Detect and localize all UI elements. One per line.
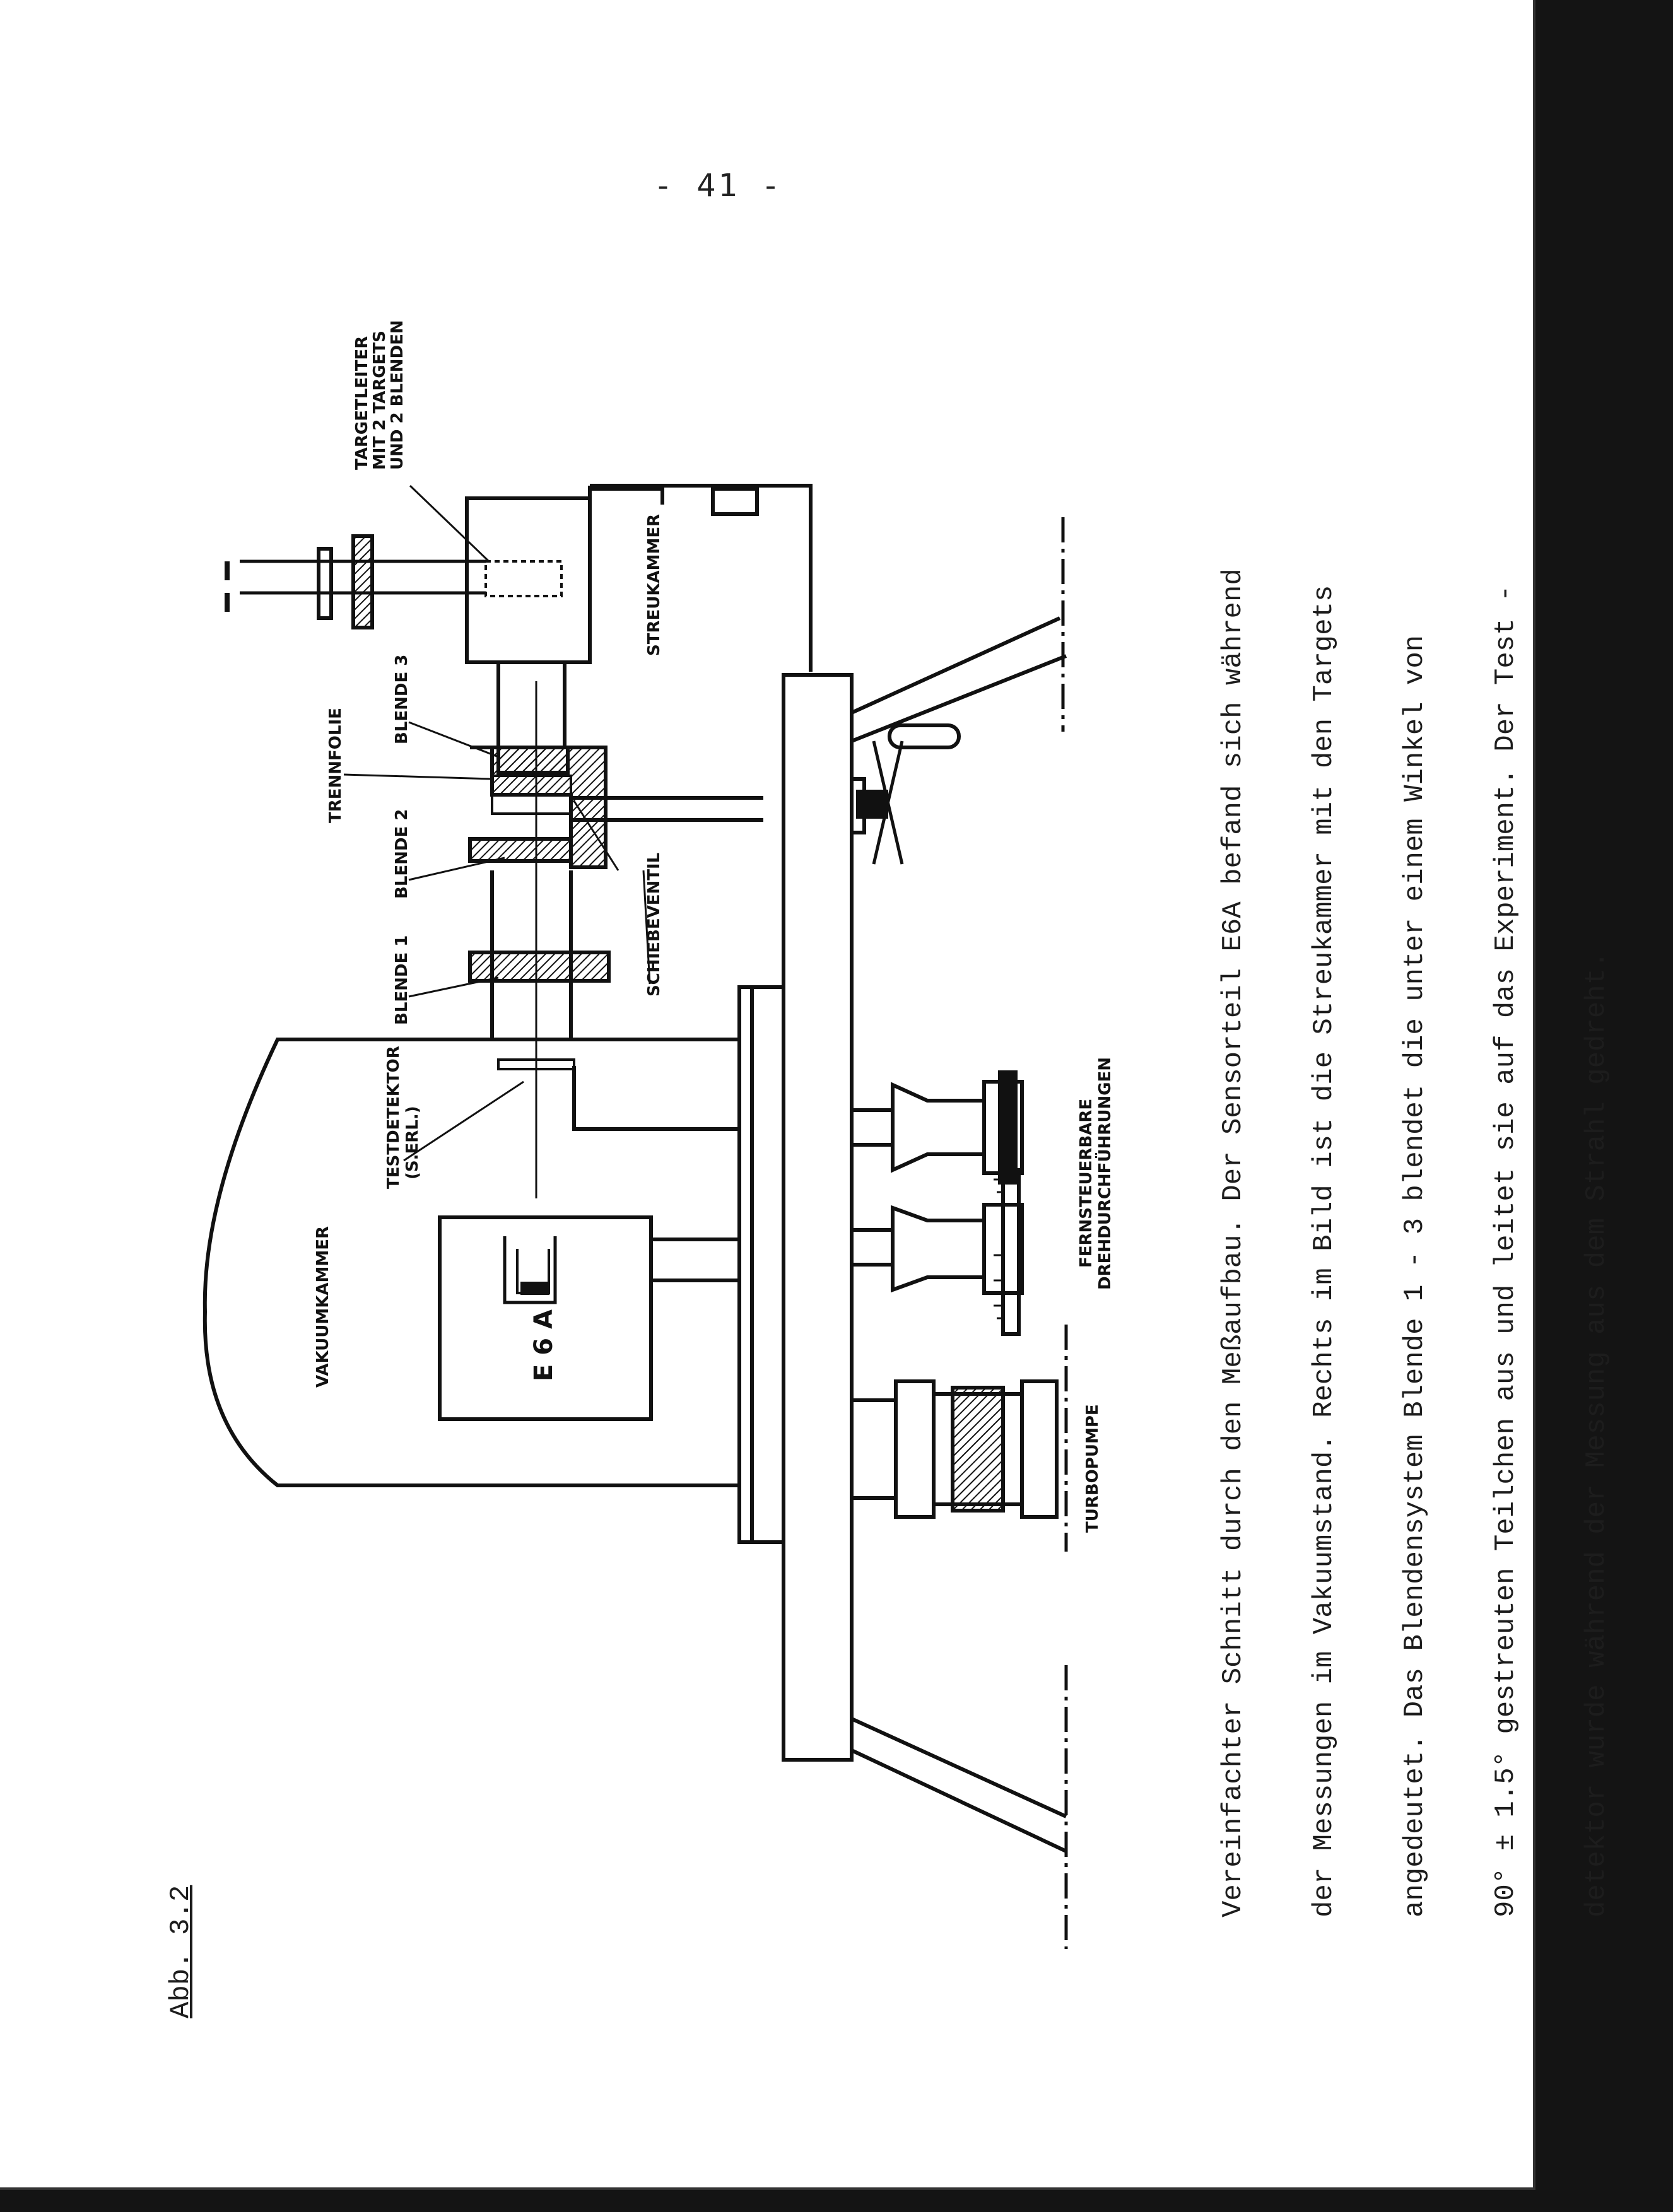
figure-caption [1158, 88, 1612, 1917]
label-targetleiter-1: TARGETLEITER [353, 336, 372, 470]
label-targetleiter-3: UND 2 BLENDEN [388, 320, 407, 470]
caption-text [1158, 568, 1672, 1917]
label-fernsteuer-2: DREHDURCHFÜHRUNGEN [1096, 1056, 1115, 1290]
label-e6a: E 6 A [529, 1309, 558, 1381]
label-blende3: BLENDE 3 [392, 654, 411, 744]
caption-line: Vereinfachter Schnitt durch den Meßaufbau. Der Sensorteil E6A befand sich während [1218, 568, 1249, 1917]
label-testdetektor-1: TESTDETEKTOR [384, 1046, 403, 1189]
label-schiebeventil: SCHIEBEVENTIL [645, 852, 664, 997]
label-fernsteuer-1: FERNSTEUERBARE [1077, 1098, 1096, 1268]
caption-line: 90° ± 1.5° gestreuten Teilchen aus und leitet sie auf das Experiment. Der Test - [1490, 585, 1522, 1917]
flange-plate [739, 987, 784, 1542]
label-turbopumpe: TURBOPUMPE [1083, 1404, 1102, 1533]
label-targetleiter-2: MIT 2 TARGETS [370, 331, 389, 470]
label-testdetektor-2: (S.ERL.) [403, 1106, 422, 1179]
figure-label: Abb. 3.2 [165, 1885, 197, 2018]
blende-1 [470, 952, 609, 981]
label-trennfolie: TRENNFOLIE [326, 708, 345, 823]
turbopump [852, 1381, 1057, 1517]
label-blende1: BLENDE 1 [392, 935, 411, 1025]
scattering-chamber [467, 498, 590, 662]
page-number: - 41 - [654, 167, 783, 204]
blende-2 [470, 839, 571, 861]
caption-line: der Messungen im Vakuumstand. Rechts im Bild ist die Streukammer mit den Targets [1308, 585, 1340, 1917]
caption-line: detektor wurde während der Messung aus dem Strahl gedreht. [1581, 951, 1612, 1917]
support-table [784, 675, 852, 1760]
rotary-feedthrough-1 [852, 1072, 1022, 1183]
blende-3 [498, 747, 568, 773]
label-vakuumkammer: VAKUUMKAMMER [314, 1226, 332, 1388]
label-blende2: BLENDE 2 [392, 809, 411, 899]
rotary-feedthrough-2 [852, 1170, 1022, 1334]
label-streukammer: STREUKAMMER [645, 513, 664, 656]
target-ladder [486, 561, 561, 596]
caption-line: angedeutet. Das Blendensystem Blende 1 - 3 blendet die unter einem Winkel von [1399, 635, 1431, 1917]
